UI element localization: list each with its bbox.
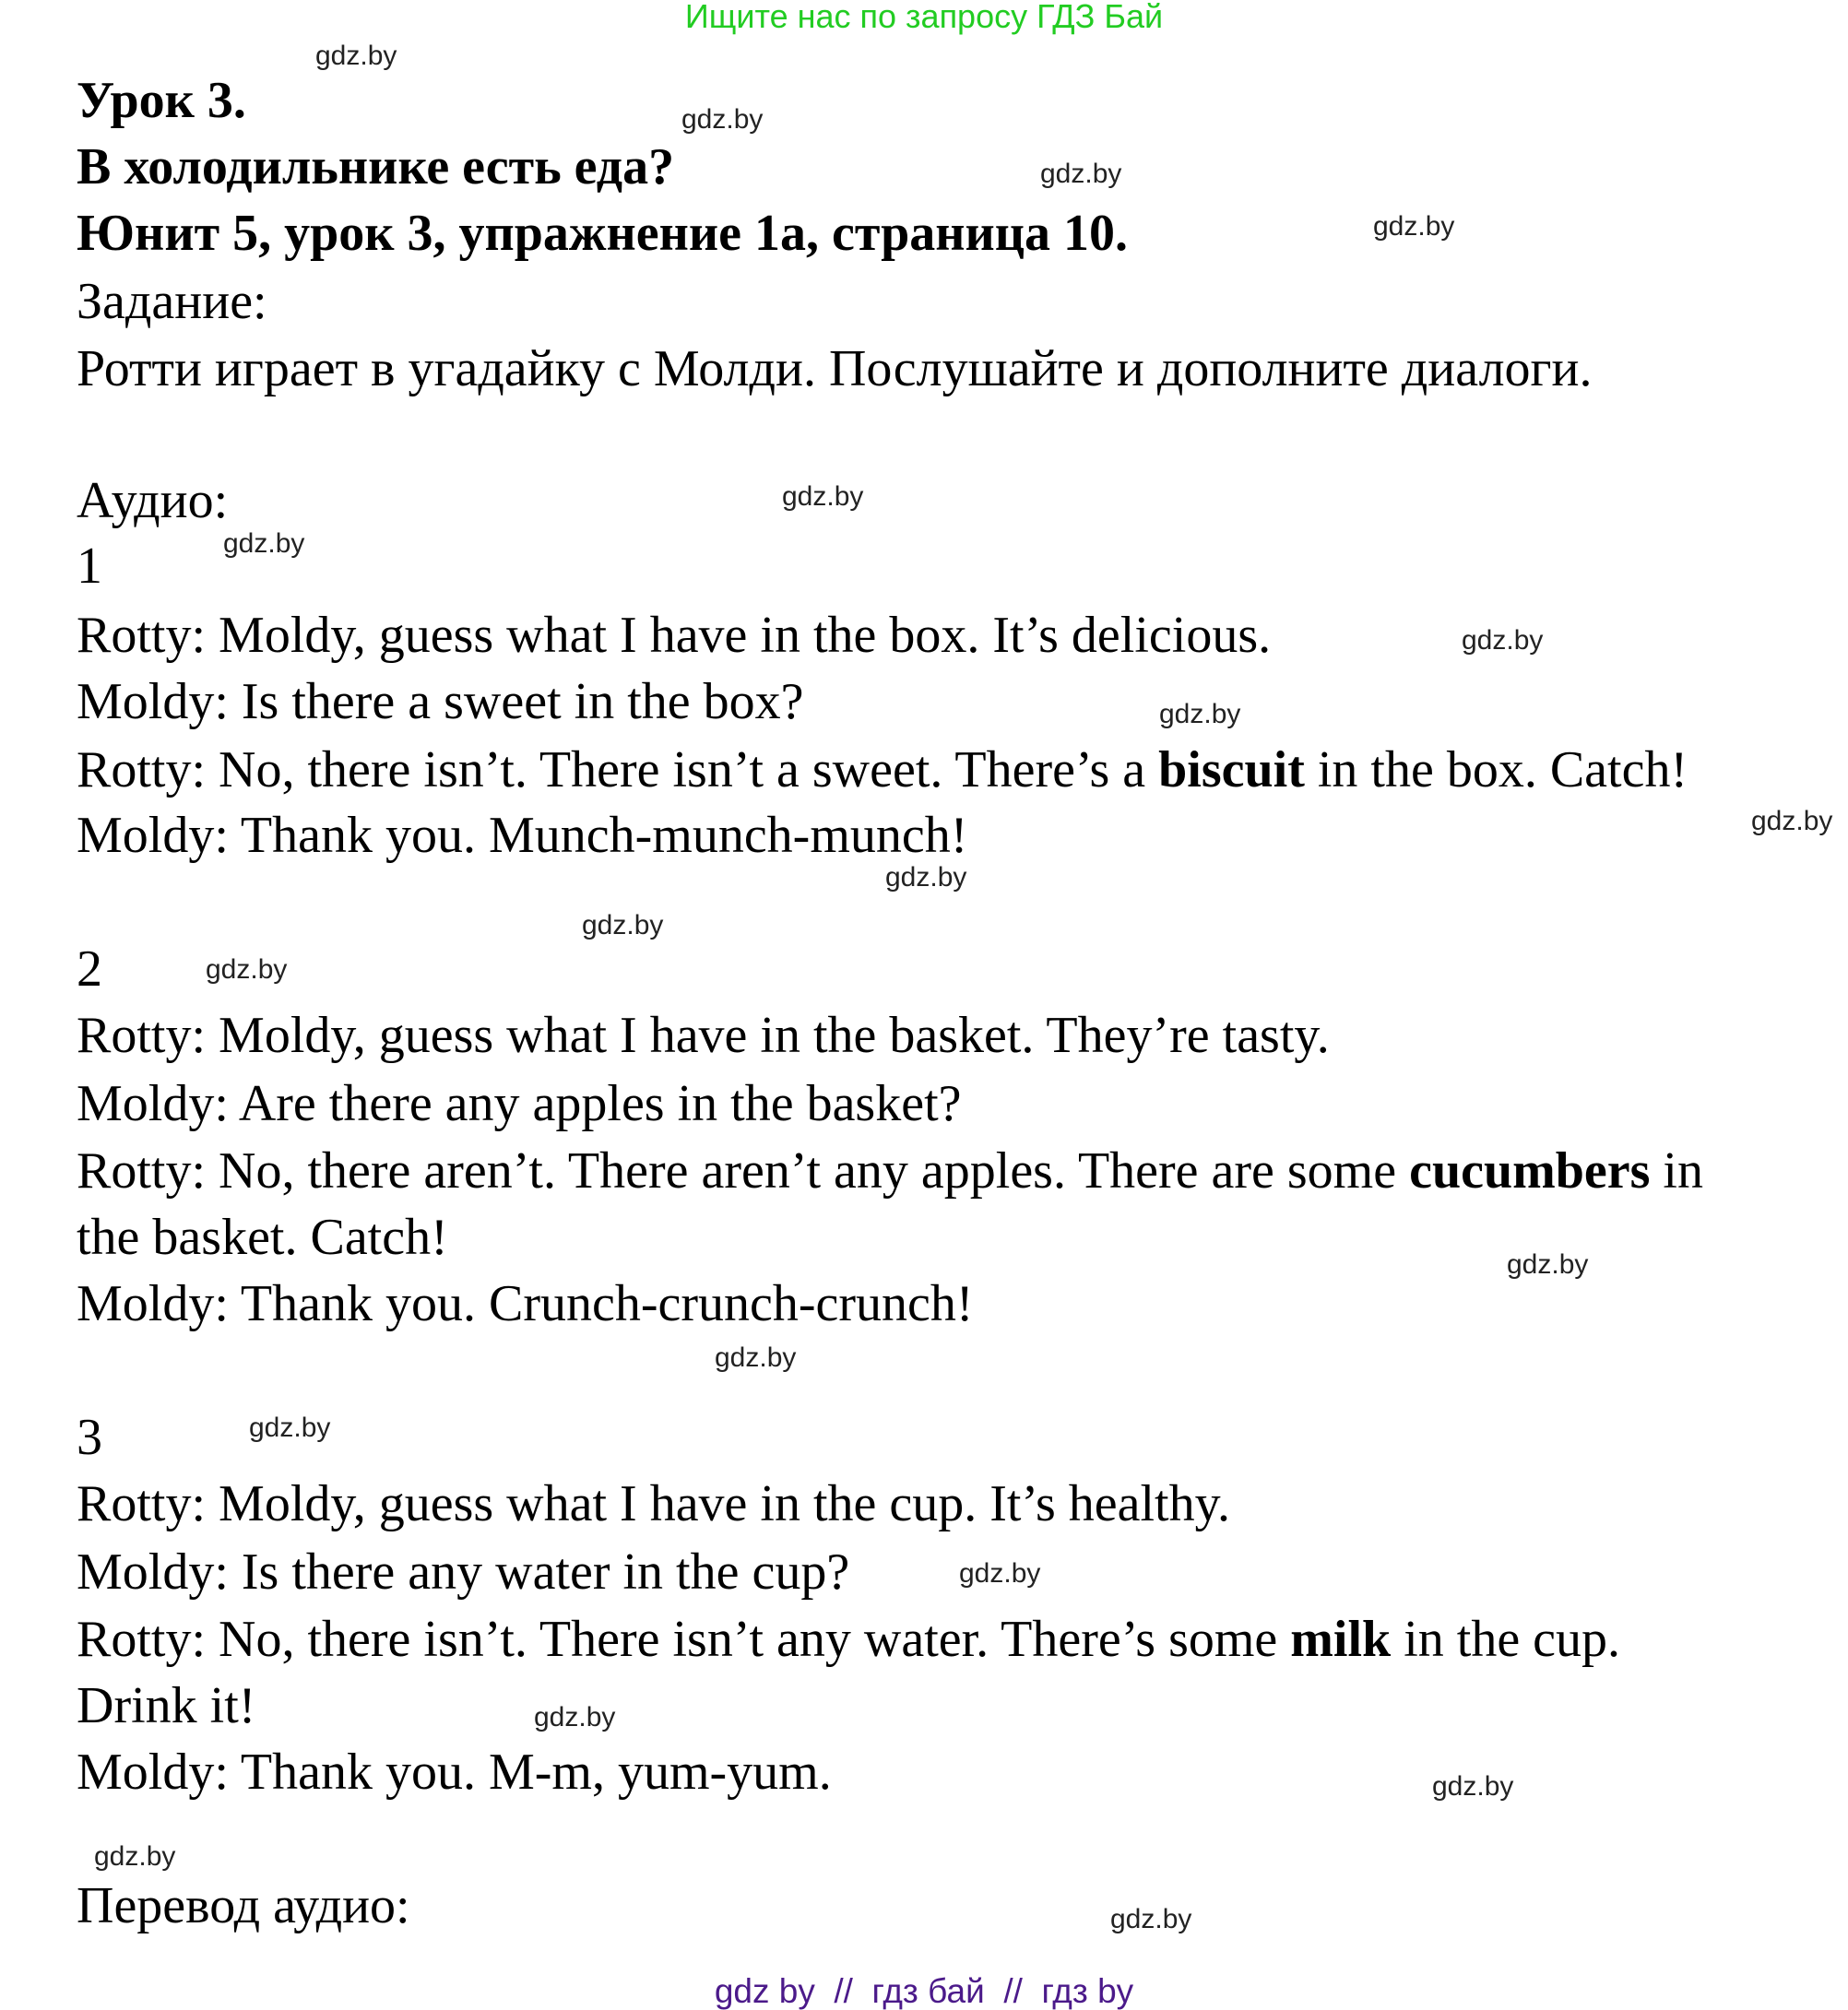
footer-banner: gdz by // гдз бай // гдз by [714, 1972, 1134, 2010]
text: in the box. Catch! [1304, 741, 1688, 798]
text: Rotty: No, there aren’t. There aren’t any apples. There are some [77, 1142, 1410, 1200]
watermark: gdz.by [1432, 1771, 1514, 1802]
dialog-line: Rotty: Moldy, guess what I have in the box. It’s delicious. [77, 607, 1272, 664]
dialog-line: Moldy: Is there any water in the cup? [77, 1543, 850, 1601]
watermark: gdz.by [782, 481, 864, 512]
watermark: gdz.by [1159, 699, 1241, 729]
text: in the cup. [1391, 1611, 1621, 1668]
translation-label: Перевод аудио: [77, 1877, 410, 1934]
watermark: gdz.by [1507, 1249, 1589, 1280]
dialog-line: Moldy: Thank you. M-m, yum-yum. [77, 1744, 832, 1801]
watermark: gdz.by [206, 954, 288, 985]
watermark: gdz.by [885, 862, 967, 893]
watermark: gdz.by [959, 1558, 1041, 1589]
topic-title: В холодильнике есть еда? [77, 138, 675, 195]
watermark: gdz.by [1751, 806, 1833, 836]
dialog-number: 3 [77, 1409, 102, 1466]
lesson-title: Урок 3. [77, 72, 246, 129]
text: in [1650, 1142, 1703, 1200]
watermark: gdz.by [1373, 211, 1455, 242]
watermark: gdz.by [1462, 625, 1544, 656]
dialog-line: Drink it! [77, 1677, 256, 1734]
answer-word: biscuit [1158, 741, 1305, 798]
watermark: gdz.by [534, 1702, 616, 1732]
dialog-line [77, 1606, 1620, 1673]
dialog-line [77, 1138, 1703, 1204]
exercise-reference: Юнит 5, урок 3, упражнение 1a, страница 10. [77, 205, 1129, 262]
dialog-line: Moldy: Are there any apples in the basket? [77, 1075, 962, 1132]
watermark: gdz.by [315, 41, 397, 71]
watermark: gdz.by [1040, 159, 1122, 189]
audio-label: Аудио: [77, 472, 229, 529]
watermark: gdz.by [223, 528, 305, 559]
dialog-line: Rotty: Moldy, guess what I have in the cup. It’s healthy. [77, 1475, 1230, 1532]
task-label: Задание: [77, 273, 267, 330]
answer-word: cucumbers [1409, 1142, 1651, 1200]
dialog-number: 1 [77, 538, 102, 595]
dialog-line: the basket. Catch! [77, 1209, 448, 1266]
text: Rotty: No, there isn’t. There isn’t a sweet. There’s a [77, 741, 1159, 798]
watermark: gdz.by [582, 910, 664, 940]
watermark: gdz.by [681, 104, 764, 135]
dialog-line: Moldy: Thank you. Munch-munch-munch! [77, 807, 968, 864]
watermark: gdz.by [249, 1413, 331, 1443]
dialog-line [77, 737, 1688, 803]
search-banner: Ищите нас по запросу ГДЗ Бай [684, 0, 1164, 35]
dialog-number: 2 [77, 940, 102, 998]
watermark: gdz.by [715, 1342, 797, 1373]
answer-word: milk [1290, 1611, 1392, 1668]
task-text: Ротти играет в угадайку с Молди. Послушайте и дополните диалоги. [77, 340, 1593, 397]
watermark: gdz.by [94, 1841, 176, 1872]
dialog-line: Rotty: Moldy, guess what I have in the basket. They’re tasty. [77, 1007, 1330, 1064]
dialog-line: Moldy: Is there a sweet in the box? [77, 673, 804, 730]
text: Rotty: No, there isn’t. There isn’t any water. There’s some [77, 1611, 1291, 1668]
dialog-line: Moldy: Thank you. Crunch-crunch-crunch! [77, 1275, 974, 1332]
watermark: gdz.by [1110, 1904, 1192, 1934]
